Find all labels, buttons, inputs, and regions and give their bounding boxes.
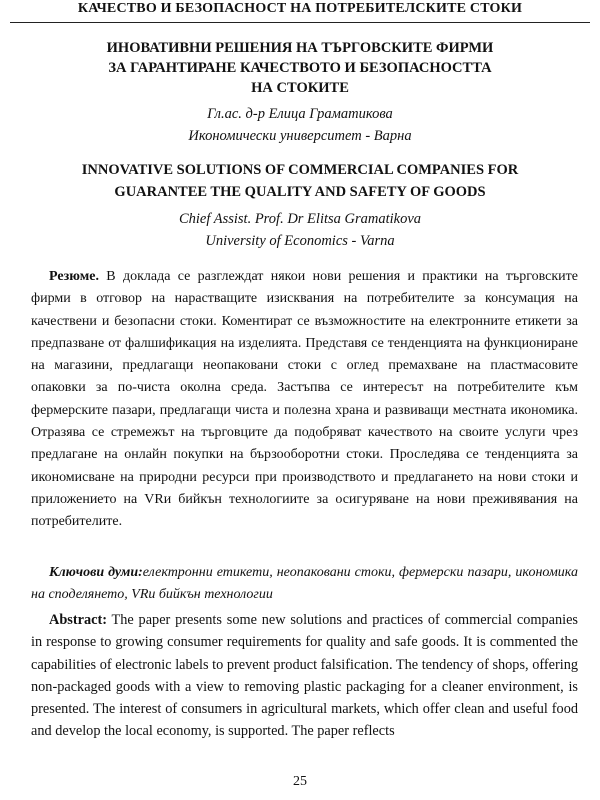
bg-title-line: ЗА ГАРАНТИРАНЕ КАЧЕСТВОТО И БЕЗОПАСНОСТТА bbox=[108, 60, 492, 76]
bg-author-name: Гл.ас. д-р Елица Граматикова bbox=[207, 106, 393, 122]
bg-author-affiliation: Икономически университет - Варна bbox=[188, 128, 412, 144]
en-author-block bbox=[20, 208, 580, 252]
bg-author-block bbox=[20, 103, 580, 147]
keywords-label: Ключови думи: bbox=[49, 565, 143, 580]
keywords-text: електронни етикети, неопаковани стоки, фермерски пазари, икономика на споделянето, VRи бийкън технологии bbox=[31, 565, 578, 602]
en-title bbox=[10, 159, 590, 203]
abstract-paragraph bbox=[31, 609, 578, 743]
rezume-text: В доклада се разглеждат някои нови решения и практики на търговските фирми в отговор на нарастващите изисквания на потребителите за консумация на качествени и безопасни стоки. Коментират се възможностите на електронните етикети за предпазване от фалшификация на изделията. Представя се тенденцията на функциониране на магазини, предлагащи неопаковани стоки с оглед премахване на пластмасовите опаковки за по-чиста околна среда. Застъпва се интересът на потребителите към фермерските пазари, предлагащи чиста и полезна храна и развиващи местната икономика. Отразява се стремежът на търговците да подобряват качеството на своите услуги чрез предлагане на онлайн покупки на бързооборотни стоки. Проследява се тенденцията за икономисване на природни ресурси при производството и предлагането на нови стоки и приложението на VRи бийкън технологиите за осигуряване на нови преживявания на потребителите. bbox=[31, 269, 578, 530]
bg-title-line: ИНОВАТИВНИ РЕШЕНИЯ НА ТЪРГОВСКИТЕ ФИРМИ bbox=[106, 40, 494, 56]
bg-title-line: НА СТОКИТЕ bbox=[251, 80, 349, 96]
abstract-label: Abstract: bbox=[49, 612, 107, 628]
en-author-name: Chief Assist. Prof. Dr Elitsa Gramatikova bbox=[178, 211, 422, 227]
rezume-label: Резюме. bbox=[49, 269, 99, 284]
bg-title bbox=[20, 38, 580, 98]
rezume-paragraph bbox=[31, 266, 578, 534]
keywords-paragraph bbox=[31, 562, 578, 606]
page-number: 25 bbox=[293, 774, 307, 789]
running-header: КАЧЕСТВО И БЕЗОПАСНОСТ НА ПОТРЕБИТЕЛСКИТЕ СТОКИ bbox=[10, 0, 590, 23]
en-title-line: INNOVATIVE SOLUTIONS OF COMMERCIAL COMPANIES FOR bbox=[81, 162, 519, 178]
en-title-line: GUARANTEE THE QUALITY AND SAFETY OF GOODS bbox=[114, 184, 486, 200]
abstract-text: The paper presents some new solutions and practices of commercial companies in response to growing consumer requirements for quality and safe goods. It is commented the capabilities of electronic labels to prevent product falsification. The tendency of shops, offering non-packaged goods with a view to removing plastic packaging for a cleaner environment, is presented. The interest of consumers in agricultural markets, which offer clean and useful food and develop the local economy, is supported. The paper reflects bbox=[31, 612, 578, 740]
en-author-affiliation: University of Economics - Varna bbox=[205, 233, 395, 249]
